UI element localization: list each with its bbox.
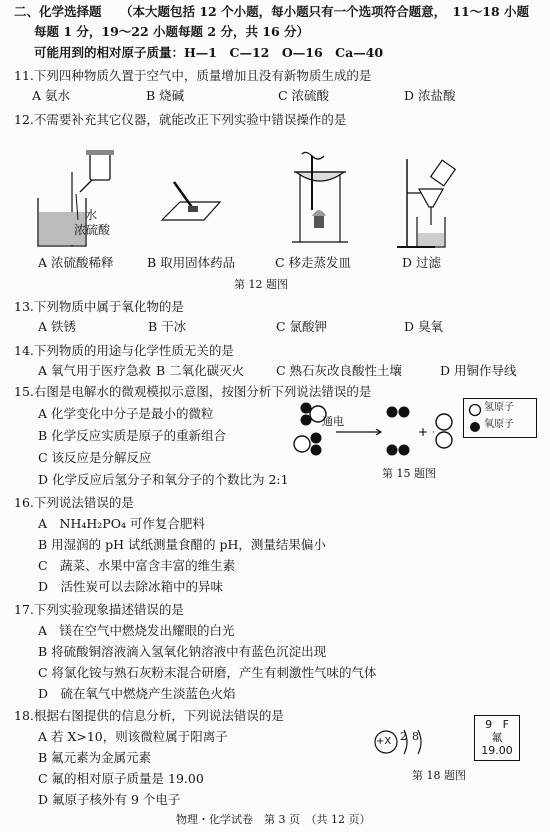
evaporating-dish-figure bbox=[290, 150, 350, 250]
atomic-mass: 19.00 bbox=[481, 744, 513, 757]
q14-option-d[interactable]: D 用铜作导线 bbox=[440, 363, 517, 378]
q12-option-a[interactable]: A 浓硫酸稀释 bbox=[38, 255, 114, 270]
q15-option-a[interactable]: A 化学变化中分子是最小的微粒 bbox=[38, 406, 214, 421]
q17-option-b[interactable]: B 将硫酸铜溶液滴入氢氧化钠溶液中有蓝色沉淀出现 bbox=[38, 644, 327, 659]
q13-option-a[interactable]: A 铁锈 bbox=[38, 319, 77, 334]
section-description: （本大题包括 12 个小题，每小题只有一个选项符合题意， 11～18 小题 bbox=[120, 4, 529, 19]
shell-1-electrons: 2 bbox=[400, 730, 407, 743]
q18-caption: 第 18 题图 bbox=[412, 769, 466, 782]
solid-reagent-figure bbox=[160, 182, 230, 232]
q11-option-b[interactable]: B 烧碱 bbox=[146, 88, 185, 103]
q11-stem: 11.下列四种物质久置于空气中，质量增加且没有新物质生成的是 bbox=[14, 68, 372, 83]
svg-text:+: + bbox=[418, 425, 429, 439]
q12-stem: 12.不需要补充其它仪器，就能改正下列实验中错误操作的是 bbox=[14, 112, 347, 127]
q15-option-b[interactable]: B 化学反应实质是原子的重新组合 bbox=[38, 428, 227, 443]
q13-stem: 13.下列物质中属于氧化物的是 bbox=[14, 299, 184, 314]
q16-option-d[interactable]: D 活性炭可以去除冰箱中的异味 bbox=[38, 579, 224, 594]
q14-stem: 14.下列物质的用途与化学性质无关的是 bbox=[14, 343, 234, 358]
legend-markers bbox=[468, 403, 482, 435]
q17-option-a[interactable]: A 镁在空气中燃烧发出耀眼的白光 bbox=[38, 623, 235, 638]
atomic-number: 9 bbox=[485, 718, 493, 731]
q16-option-c[interactable]: C 蔬菜、水果中富含丰富的维生素 bbox=[38, 558, 236, 573]
q15-caption: 第 15 题图 bbox=[382, 467, 436, 480]
q16-option-a[interactable]: A NH₄H₂PO₄ 可作复合肥料 bbox=[38, 516, 205, 531]
q14-option-a[interactable]: A 氧气用于医疗急救 bbox=[38, 363, 152, 378]
q16-option-b[interactable]: B 用湿润的 pH 试纸测量食醋的 pH，测量结果偏小 bbox=[38, 537, 326, 552]
q15-option-c[interactable]: C 该反应是分解反应 bbox=[38, 450, 152, 465]
q11-option-c[interactable]: C 浓硫酸 bbox=[278, 88, 330, 103]
q13-option-d[interactable]: D 臭氧 bbox=[404, 319, 443, 334]
fig-label-water: 水 bbox=[85, 208, 98, 222]
arrow-label-electrify: 通电 bbox=[322, 415, 344, 428]
q18-option-a[interactable]: A 若 X>10，则该微粒属于阳离子 bbox=[38, 729, 228, 744]
q12-option-b[interactable]: B 取用固体药品 bbox=[147, 255, 236, 270]
q15-option-d[interactable]: D 化学反应后氢分子和氧分子的个数比为 2:1 bbox=[38, 472, 289, 487]
q13-option-b[interactable]: B 干冰 bbox=[148, 319, 187, 334]
q16-stem: 16.下列说法错误的是 bbox=[14, 495, 134, 510]
q14-option-c[interactable]: C 熟石灰改良酸性土壤 bbox=[276, 363, 403, 378]
fig-label-conc-h2so4: 浓硫酸 bbox=[74, 223, 111, 237]
q12-option-c[interactable]: C 移走蒸发皿 bbox=[275, 255, 352, 270]
q12-caption: 第 12 题图 bbox=[234, 278, 288, 291]
q15-stem: 15.右图是电解水的微观模拟示意图，按图分析下列说法错误的是 bbox=[14, 384, 372, 399]
q18-option-b[interactable]: B 氟元素为金属元素 bbox=[38, 750, 152, 765]
q13-option-c[interactable]: C 氯酸钾 bbox=[276, 319, 328, 334]
section-description-cont: 每题 1 分，19～22 小题每题 2 分，共 16 分） bbox=[34, 24, 310, 39]
q18-stem: 18.根据右图提供的信息分析，下列说法错误的是 bbox=[14, 708, 284, 723]
element-symbol: F bbox=[502, 718, 509, 731]
q14-option-b[interactable]: B 二氧化碳灭火 bbox=[156, 363, 245, 378]
q11-option-a[interactable]: A 氨水 bbox=[32, 88, 71, 103]
q11-option-d[interactable]: D 浓盐酸 bbox=[404, 88, 456, 103]
section-title: 二、化学选择题 bbox=[14, 4, 102, 19]
atomic-masses: 可能用到的相对原子质量：H—1 C—12 O—16 Ca—40 bbox=[34, 45, 384, 60]
q17-option-c[interactable]: C 将氯化铵与熟石灰粉末混合研磨，产生有刺激性气味的气体 bbox=[38, 665, 377, 680]
atom-legend bbox=[463, 398, 537, 438]
q17-option-d[interactable]: D 硫在氧气中燃烧产生淡蓝色火焰 bbox=[38, 686, 236, 701]
electrolysis-diagram bbox=[292, 400, 462, 464]
q17-stem: 17.下列实验现象描述错误的是 bbox=[14, 602, 184, 617]
q12-option-d[interactable]: D 过滤 bbox=[402, 255, 441, 270]
q18-option-d[interactable]: D 氟原子核外有 9 个电子 bbox=[38, 792, 181, 807]
periodic-table-cell bbox=[474, 715, 520, 761]
legend-oxygen: 氧原子 bbox=[484, 419, 514, 430]
element-name: 氟 bbox=[491, 731, 503, 744]
filtration-figure bbox=[395, 155, 465, 251]
nucleus-charge: +X bbox=[376, 736, 392, 747]
svg-text:·: · bbox=[432, 428, 435, 438]
page-footer: 物理・化学试卷 第 3 页 （共 12 页） bbox=[176, 813, 371, 826]
shell-2-electrons: 8 bbox=[412, 730, 419, 743]
q18-option-c[interactable]: C 氟的相对原子质量是 19.00 bbox=[38, 771, 204, 786]
legend-hydrogen: 氢原子 bbox=[484, 402, 514, 413]
